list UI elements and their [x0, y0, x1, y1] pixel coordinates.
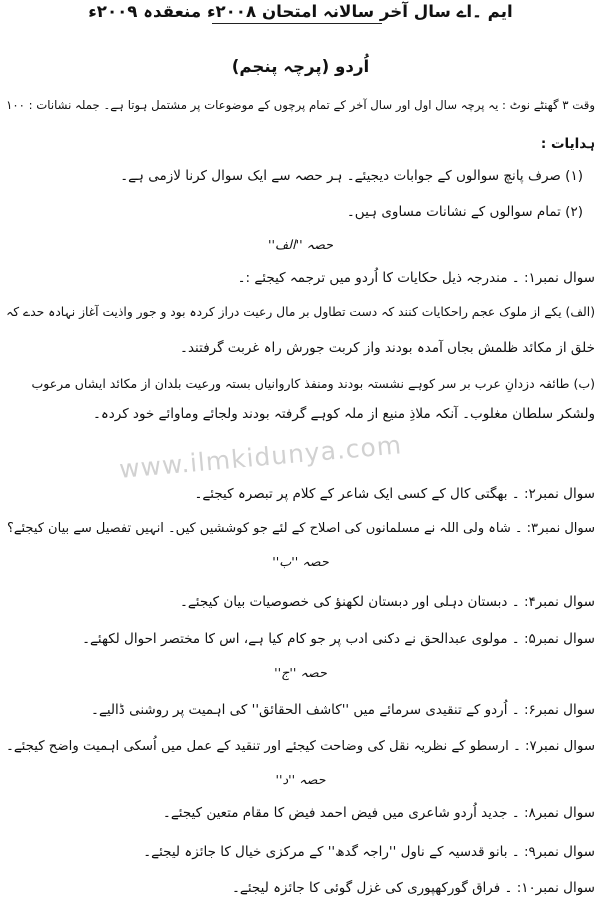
question-1-part-alif-cont: خلق از مکائد ظلمش بجاں آمدہ بودند واز کربت جورش راہ غربت گرفتند۔ — [180, 340, 595, 356]
section-jeem-heading: حصہ ''ج'' — [274, 666, 327, 681]
title-underline — [212, 23, 382, 24]
question-7: سوال نمبر۷: ۔ ارسطو کے نظریہ نقل کی وضاحت کیجئے اور تنقید کے عمل میں اُسکی اہمیت واضح کیجئے۔ — [6, 739, 595, 754]
instruction-item: (۲) تمام سوالوں کے نشانات مساوی ہیں۔ — [346, 204, 583, 220]
question-9: سوال نمبر۹: ۔ بانو قدسیہ کے ناول ''راجہ گدھ'' کے مرکزی خیال کا جائزہ لیجئے۔ — [143, 844, 595, 860]
question-4: سوال نمبر۴: ۔ دبستان دہلی اور دبستان لکھنؤ کی خصوصیات بیان کیجئے۔ — [179, 594, 595, 610]
instructions-heading: ہدایات : — [540, 136, 595, 152]
question-1-part-be: (ب) طائفہ دزدانِ عرب بر سر کوہے نشستہ بودند ومنفذ کاروانیاں بستہ ورعیت بلدان از مکائد ایشاں مرعوب — [31, 376, 595, 391]
question-6: سوال نمبر۶: ۔ اُردو کے تنقیدی سرمائے میں ''کاشف الحقائق'' کی اہمیت پر روشنی ڈالیے۔ — [91, 702, 595, 718]
site-watermark: www.ilmkidunya.com — [118, 430, 404, 484]
question-1: سوال نمبر۱: ۔ مندرجہ ذیل حکایات کا اُردو میں ترجمہ کیجئے :۔ — [237, 270, 595, 286]
question-10: سوال نمبر۱۰: ۔ فراق گورکھپوری کی غزل گوئی کا جائزہ لیجئے۔ — [232, 880, 595, 896]
section-be-heading: حصہ ''ب'' — [272, 555, 329, 570]
question-2: سوال نمبر۲: ۔ بھگتی کال کے کسی ایک شاعر کے کلام پر تبصرہ کیجئے۔ — [194, 486, 595, 502]
exam-title: ایم ۔اے سال آخر سالانہ امتحان ۲۰۰۸ء منعقدہ ۲۰۰۹ء — [88, 2, 513, 21]
paper-title: اُردو (پرچہ پنجم) — [231, 57, 370, 76]
question-5: سوال نمبر۵: ۔ مولوی عبدالحق نے دکنی ادب پر جو کام کیا ہے، اس کا مختصر احوال لکھئے۔ — [82, 631, 595, 647]
question-1-part-be-cont: ولشکر سلطان مغلوب۔ آنکہ ملاذِ منیع از ملہ کوہے گرفتہ بودند ولجائے وماوائے خود کردہ۔ — [92, 406, 595, 422]
question-1-part-alif: (الف) یکے از ملوک عجم راحکایات کنند کہ دست تطاول بر مال رعیت دراز کردہ بود و جور واذیت آغاز نہادہ حدے کہ — [6, 305, 595, 319]
question-8: سوال نمبر۸: ۔ جدید اُردو شاعری میں فیض احمد فیض کا مقام متعین کیجئے۔ — [162, 805, 595, 821]
instruction-item: (۱) صرف پانچ سوالوں کے جوابات دیجیئے۔ ہر حصہ سے ایک سوال کرنا لازمی ہے۔ — [120, 168, 583, 184]
time-and-marks: وقت ۳ گھنٹے نوٹ : یہ پرچہ سال اول اور سال آخر کے تمام پرچوں کے موضوعات پر مشتمل ہوتا ہے۔ جملہ نشانات : ۱۰۰ — [6, 98, 595, 112]
question-3: سوال نمبر۳: ۔ شاہ ولی اللہ نے مسلمانوں کی اصلاح کے لئے جو کوششیں کیں۔ انہیں تفصیل سے بیان کیجئے؟ — [6, 521, 595, 536]
section-dal-heading: حصہ ''د'' — [275, 773, 326, 788]
section-alif-heading: حصہ ''الف'' — [267, 238, 334, 253]
